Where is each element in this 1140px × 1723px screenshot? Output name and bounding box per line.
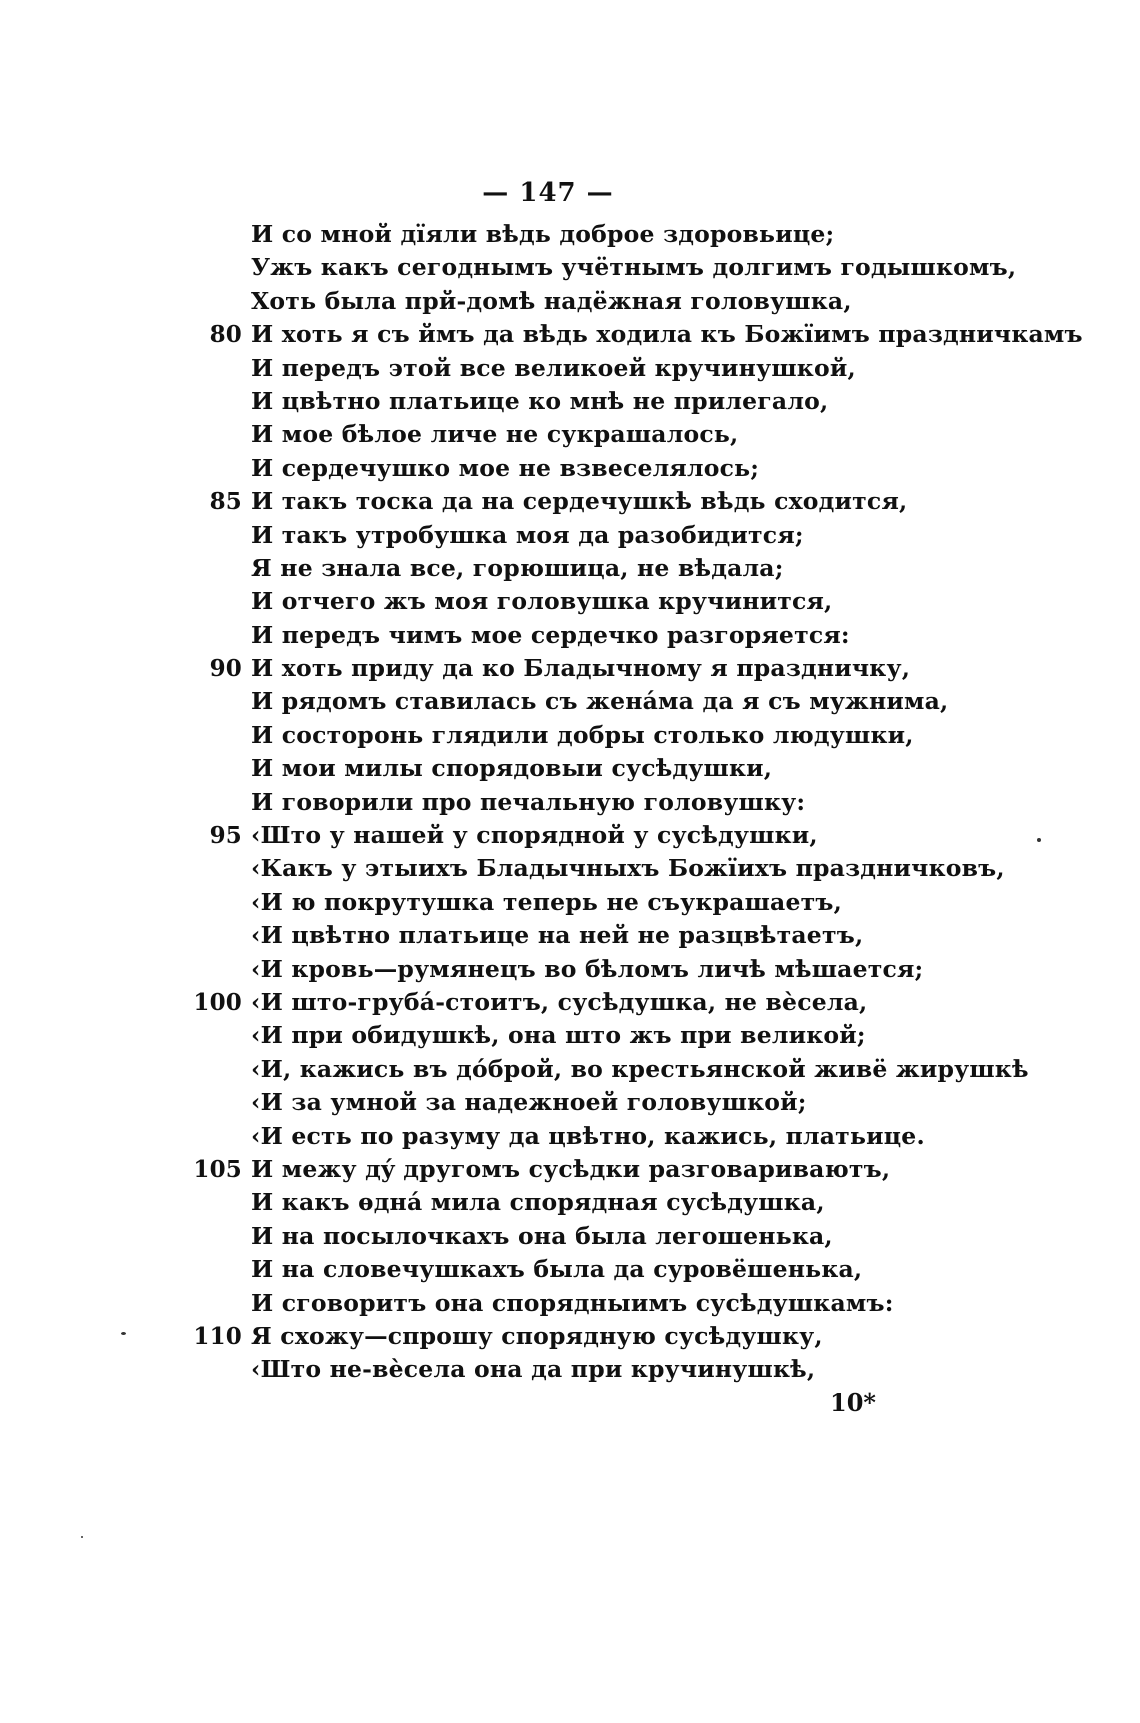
line-text: И мои милы спорядовыи сусѣдушки, [251, 754, 773, 783]
poem-line [190, 652, 1010, 685]
poem-line [190, 552, 1010, 585]
line-text: И хоть я съ ймъ да вѣдь ходила къ Божїимъ праздничкамъ [251, 320, 1083, 349]
poem-line [190, 1353, 1010, 1386]
line-text: ‹Што у нашей у спорядной у сусѣдушки, [251, 821, 818, 850]
print-speck [81, 1536, 83, 1538]
line-number: 90 [209, 655, 242, 683]
line-text: Ужъ какъ сегоднымъ учётнымъ долгимъ годышкомъ, [251, 253, 1017, 282]
poem-line [190, 1320, 1010, 1353]
line-text: И рядомъ ставилась съ женáма да я съ мужнима, [251, 687, 949, 716]
poem-line [190, 251, 1017, 284]
line-text: ‹И цвѣтно платьице на ней не разцвѣтаетъ, [251, 921, 864, 950]
poem-line [190, 585, 1010, 618]
line-text: И отчего жъ моя головушка кручинится, [251, 587, 833, 616]
line-number: 110 [193, 1322, 242, 1350]
line-text: ‹И кровь—румянецъ во бѣломъ личѣ мѣшается; [251, 954, 924, 983]
line-number: 95 [209, 822, 242, 850]
line-text: ‹И есть по разуму да цвѣтно, кажись, платьице. [251, 1121, 925, 1150]
poem-line [190, 285, 1010, 318]
poem-line [190, 719, 1010, 752]
line-text: И передъ этой все великоей кручинушкой, [251, 353, 856, 382]
poem-line [190, 1186, 1010, 1219]
poem-line [190, 852, 1010, 885]
poem-line [190, 1153, 1010, 1186]
line-text: И какъ ѳднá мила спорядная сусѣдушка, [251, 1188, 825, 1217]
line-text: И на посылочкахъ она была легошенька, [251, 1221, 833, 1250]
poem-line [190, 1220, 1010, 1253]
poem-line [190, 352, 1010, 385]
line-number: 105 [193, 1155, 242, 1183]
line-text: ‹И ю покрутушка теперь не съукрашаетъ, [251, 887, 842, 916]
line-text: И сердечушко мое не взвеселялось; [251, 453, 760, 482]
line-number: 85 [209, 488, 242, 516]
line-text: И со мной дїяли вѣдь доброе здоровьице; [251, 220, 835, 248]
poem-line [190, 485, 1010, 518]
poem-line [190, 619, 1010, 652]
line-text: ‹И, кажись въ дóброй, во крестьянской живё жирушкѣ [251, 1054, 1029, 1083]
line-text: И говорили про печальную головушку: [251, 787, 806, 816]
poem-line [190, 418, 1010, 451]
line-text: Хоть была прй-домѣ надёжная головушка, [251, 286, 852, 315]
line-text: ‹И при обидушкѣ, она што жъ при великой; [251, 1021, 866, 1050]
line-text: И такъ тоска да на сердечушкѣ вѣдь сходится, [251, 487, 908, 516]
poem-line [190, 786, 1010, 819]
line-number: 100 [193, 988, 242, 1016]
poem-line [190, 986, 1010, 1019]
poem-line [190, 1053, 1029, 1086]
line-text: И сговоритъ она спорядныимъ сусѣдушкамъ: [251, 1288, 894, 1317]
line-text: И на словечушкахъ была да суровёшенька, [251, 1255, 863, 1284]
poem-line [190, 452, 1010, 485]
line-text: И хоть приду да ко Бладычному я праздничку, [251, 654, 911, 683]
poem-line [190, 1019, 1010, 1052]
signature-mark: 10* [830, 1388, 876, 1417]
poem-line [190, 218, 1010, 251]
page-number: — 147 — [482, 178, 614, 208]
line-text: Я не знала все, горюшица, не вѣдала; [251, 553, 784, 582]
line-text: И передъ чимъ мое сердечко разгоряется: [251, 620, 850, 649]
poem-line [190, 1086, 1010, 1119]
line-text: И состоронь глядили добры столько людушки, [251, 720, 914, 749]
line-text: И такъ утробушка моя да разобидится; [251, 520, 804, 549]
poem-line [190, 953, 1010, 986]
poem-line [190, 752, 1010, 785]
poem-line [190, 1120, 1010, 1153]
line-text: ‹И што-грубá-стоитъ, сусѣдушка, не вѐсела, [251, 987, 868, 1016]
print-speck [121, 1332, 126, 1335]
poem-line [190, 385, 1010, 418]
poem-line [190, 1287, 1010, 1320]
poem-line [190, 886, 1010, 919]
line-text: Я схожу—спрошу спорядную сусѣдушку, [251, 1321, 823, 1350]
line-text: И межу дý другомъ сусѣдки разговариваютъ, [251, 1154, 891, 1183]
poem-line [190, 685, 1010, 718]
poem-line [190, 1253, 1010, 1286]
poem-line [190, 919, 1010, 952]
print-speck [1037, 838, 1041, 842]
poem-line [190, 819, 1010, 852]
line-text: И цвѣтно платьице ко мнѣ не прилегало, [251, 386, 829, 415]
poem-line [190, 318, 1083, 351]
line-text: ‹Какъ у этыихъ Бладычныхъ Божїихъ праздничковъ, [251, 854, 1005, 883]
line-text: И мое бѣлое личе не сукрашалось, [251, 420, 739, 449]
poem-text [190, 218, 1083, 1387]
line-number: 80 [209, 321, 242, 349]
line-text: ‹И за умной за надежноей головушкой; [251, 1088, 807, 1117]
line-text: ‹Што не-вѐсела она да при кручинушкѣ, [251, 1355, 816, 1384]
poem-line [190, 519, 1010, 552]
